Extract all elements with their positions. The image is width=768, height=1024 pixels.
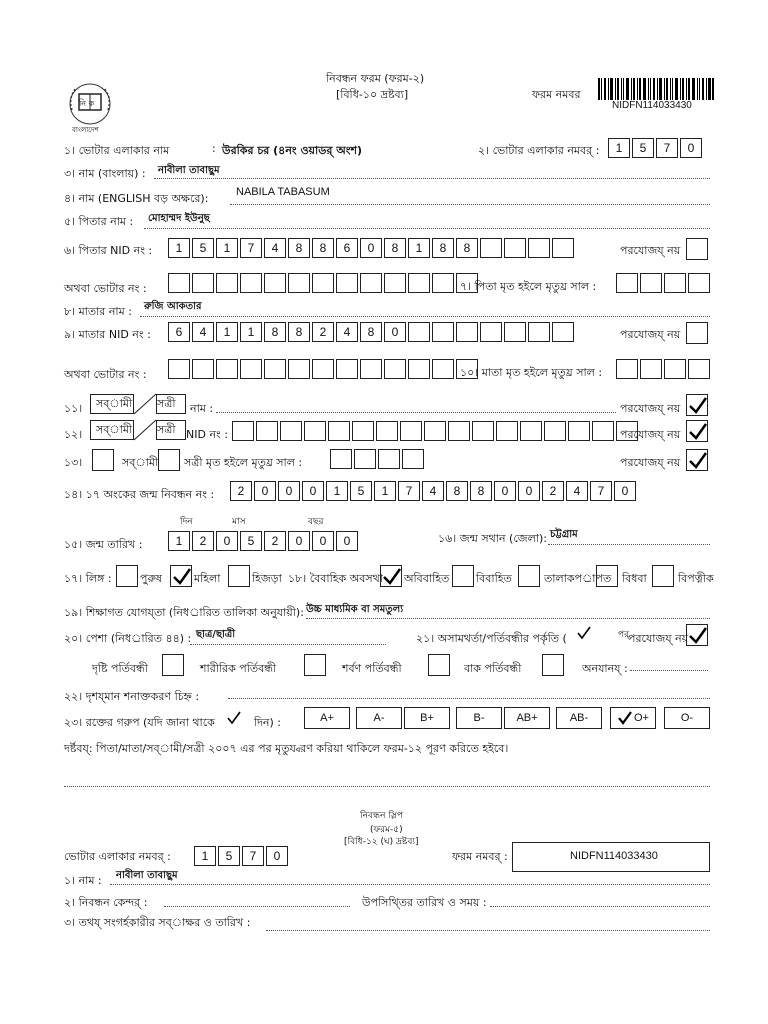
identification-mark-line [228,698,710,699]
marital-unmarried-label: অবিবাহিত [404,572,450,585]
digit-box[interactable]: 0 [302,481,324,501]
spouse-husband-label: সব্ামী [96,397,133,410]
marital-widow-checkbox[interactable] [596,565,618,587]
digit-box[interactable] [376,421,398,441]
digit-box[interactable] [528,322,550,342]
digit-box[interactable]: 8 [264,322,286,342]
digit-box[interactable]: 1 [216,322,238,342]
slip-area-label: ভোটার এলাকার নমবর্ : [64,850,171,863]
note-line [64,786,710,787]
checkmark-icon [688,396,708,416]
father-voter-no-label: অথবা ভোটার নং : [64,282,147,295]
digit-box[interactable]: 0 [614,481,636,501]
slip-form: (ফরম-৫) [370,825,403,835]
marital-married-checkbox[interactable] [452,565,474,587]
digit-box[interactable]: 0 [336,531,358,551]
checkmark-icon [382,567,402,587]
digit-box[interactable]: 2 [264,531,286,551]
blood-group-option[interactable] [356,707,402,729]
blood-group-label: A+ [320,712,334,724]
disability-na-label: পরযোজয্ নয় [628,632,689,645]
digit-box[interactable] [544,421,566,441]
digit-box[interactable]: 1 [168,531,190,551]
gender-hijra-label: হিজড়া [252,572,282,585]
disability-na-checkbox[interactable] [686,624,708,646]
digit-box[interactable] [216,359,238,379]
barcode-text: NIDFN114033430 [612,100,692,111]
barcode [598,78,714,100]
name-bangla-line [154,178,710,179]
digit-box[interactable]: 1 [194,846,216,866]
checkmark-icon [576,626,592,640]
gender-hijra-checkbox[interactable] [228,565,250,587]
digit-box[interactable]: 8 [312,238,334,258]
spouse-death-year-label: সত্রী মৃত হইলে মৃতুয্র সাল : [184,456,303,469]
digit-box[interactable] [336,273,358,293]
digit-box[interactable]: 5 [240,531,262,551]
slip-form-no-value: NIDFN114033430 [570,850,658,862]
digit-box[interactable] [336,359,358,379]
digit-box[interactable]: 5 [350,481,372,501]
disability-speech-label: বাক পর্তিবন্ধী [464,662,522,675]
birth-reg-boxes[interactable] [230,481,638,501]
digit-box[interactable] [552,322,574,342]
mother-name-label: ৮। মাতার নাম : [64,305,132,318]
spouse-nid-wife-label: সত্রী [157,423,176,436]
digit-box[interactable] [216,273,238,293]
marital-divorced-label: তালাকপর্াপত [544,572,612,585]
spouse-death-na-label: পরযোজয্ নয় [620,456,681,469]
digit-box[interactable]: 6 [336,238,358,258]
digit-box[interactable] [456,322,478,342]
digit-box[interactable] [288,359,310,379]
digit-box[interactable] [256,421,278,441]
spouse-name-na-label: পরযোজয্ নয় [620,402,681,415]
digit-box[interactable]: 0 [254,481,276,501]
digit-box[interactable] [312,273,334,293]
digit-box[interactable] [328,421,350,441]
digit-box[interactable] [360,273,382,293]
digit-box[interactable] [432,322,454,342]
blood-group-label: O+ [634,712,649,724]
digit-box[interactable]: 8 [360,322,382,342]
digit-box[interactable]: 1 [168,238,190,258]
digit-box[interactable]: 1 [326,481,348,501]
dob-day-label: দিন [180,517,193,527]
digit-box[interactable] [432,359,454,379]
digit-box[interactable] [384,273,406,293]
mother-death-year-boxes[interactable] [616,359,712,379]
voter-area-number-boxes[interactable] [608,138,704,158]
digit-box[interactable] [520,421,542,441]
slip-attend-line [490,906,710,907]
digit-box[interactable] [408,322,430,342]
name-bangla-value[interactable]: নাবীলা তাবাছুম [158,165,220,176]
slip-center-label: ২। নিবন্ধন কেন্দর্ : [64,896,148,909]
checkmark-icon [172,567,192,587]
digit-box[interactable] [378,449,400,469]
occupation-value[interactable]: ছাত্র/ছাত্রী [196,629,236,640]
digit-box[interactable]: 7 [656,138,678,158]
digit-box[interactable]: 4 [566,481,588,501]
blood-group-option[interactable] [556,707,602,729]
slip-sign-label: ৩। তথয্ সংগর্হকারীর সব্াক্ষর ও তারিখ : [64,916,251,929]
digit-box[interactable]: 8 [432,238,454,258]
digit-box[interactable] [264,273,286,293]
digit-box[interactable] [400,421,422,441]
digit-box[interactable] [330,449,352,469]
digit-box[interactable] [688,359,710,379]
disability-hearing-checkbox[interactable] [428,654,450,676]
gender-male-checkbox[interactable] [116,565,138,587]
gender-label: ১৭। লিঙ্গ : [64,572,112,585]
disability-label: ২১। অসামথর্তা/পর্তিবন্ধীর পর্কৃতি ( [416,632,567,645]
slip-area-boxes[interactable] [194,846,290,866]
marital-married-label: বিবাহিত [476,572,512,585]
digit-box[interactable] [424,421,446,441]
disability-speech-checkbox[interactable] [542,654,564,676]
spouse-name-label: নাম : [190,402,214,415]
digit-box[interactable]: 5 [632,138,654,158]
digit-box[interactable] [264,359,286,379]
digit-box[interactable]: 0 [518,481,540,501]
mother-nid-label: ৯। মাতার NID নং : [64,328,151,341]
slip-rule: [বিধি-১২ (ঘ) দ্রষ্টব্য] [344,837,419,847]
disability-visual-checkbox[interactable] [162,654,184,676]
checkmark-icon [617,710,633,726]
digit-box[interactable] [616,359,638,379]
spouse-death-wife-box[interactable] [158,449,180,471]
digit-box[interactable]: 2 [312,322,334,342]
father-nid-na-checkbox[interactable] [686,238,708,260]
digit-box[interactable]: 7 [398,481,420,501]
digit-box[interactable]: 1 [240,322,262,342]
spouse-wife-label: সত্রী [157,397,176,410]
digit-box[interactable]: 2 [230,481,252,501]
father-name-value[interactable]: মোহাম্মদ ইউনুছ [148,213,210,224]
blood-group-label-2: দিন) : [254,716,281,729]
checkmark-icon [688,451,708,471]
digit-box[interactable] [354,449,376,469]
gender-male-label: পুরুষ [140,572,162,585]
digit-box[interactable]: 8 [384,238,406,258]
digit-box[interactable]: 8 [456,238,478,258]
instruction-note: দর্ষ্টবয্: পিতা/মাতা/সব্ামী/সত্রী ২০০৭ এর পর মৃতুয্বরণ করিয়া থাকিলে ফরম-১২ পূরণ করিতে হইবে। [64,742,509,755]
blood-group-label: B- [473,712,485,724]
spouse-name-num: ১১। [64,402,83,415]
disability-hearing-label: শর্বণ পর্তিবন্ধী [342,662,402,675]
digit-box[interactable]: 4 [192,322,214,342]
dob-month-label: মাস [232,517,246,527]
digit-box[interactable] [384,359,406,379]
digit-box[interactable] [432,273,454,293]
spouse-nid-na-checkbox[interactable] [686,420,708,442]
occupation-line [190,644,386,645]
blood-group-option[interactable] [404,707,450,729]
birthplace-label: ১৬। জন্ম সথান (জেলা): [438,532,548,545]
form-subtitle: [বিধি-১০ দ্রষ্টব্য] [336,88,409,101]
spouse-name-line [216,412,616,413]
mother-name-value[interactable]: রুজি আকতার [144,301,202,312]
digit-box[interactable]: 0 [278,481,300,501]
digit-box[interactable]: 0 [312,531,334,551]
digit-box[interactable]: 8 [288,322,310,342]
blood-group-option[interactable] [610,707,656,729]
digit-box[interactable]: 8 [446,481,468,501]
digit-box[interactable] [402,449,424,469]
spouse-death-year-boxes[interactable] [330,449,426,469]
voter-area-name-sep: : [212,142,216,155]
blood-group-label: O- [680,712,694,724]
digit-box[interactable] [408,359,430,379]
occupation-label: ২০। পেশা (নিধর্ারিত ৪৪) : [64,632,192,645]
name-english-line [230,204,710,205]
blood-group-label: ২৩। রক্তের গরুপ (যদি জানা থাকে [64,716,215,729]
disability-visual-label: দৃষ্টি পর্তিবন্ধী [92,662,148,675]
marital-unmarried-checkbox[interactable] [380,565,402,587]
digit-box[interactable] [240,359,262,379]
digit-box[interactable]: 0 [384,322,406,342]
mother-nid-boxes[interactable] [168,322,576,342]
blood-group-option[interactable] [504,707,550,729]
marital-label: ১৮। বৈবাহিক অবসথা [288,572,383,585]
form-title: নিবন্ধন ফরম (ফরম-২) [326,72,425,85]
digit-box[interactable] [232,421,254,441]
digit-box[interactable]: 7 [240,238,262,258]
birth-reg-label: ১৪। ১৭ অংকের জন্ম নিবন্ধন নং : [64,488,215,501]
disability-partial: পর্ [618,630,630,640]
blood-group-option[interactable] [456,707,502,729]
blood-group-label: AB- [569,712,589,724]
spouse-death-na-checkbox[interactable] [686,449,708,471]
digit-box[interactable]: 0 [494,481,516,501]
logo-caption: বাংলাদেশ [72,126,99,134]
father-death-year-label: ৭। পিতা মৃত হইলে মৃতুয্র সাল : [460,280,597,293]
father-name-line [144,228,710,229]
slip-attend-label: উপসিথ্তির তারিখ ও সময় : [362,896,487,909]
digit-box[interactable] [504,322,526,342]
digit-box[interactable] [448,421,470,441]
digit-box[interactable]: 5 [218,846,240,866]
slip-sign-line [266,930,710,931]
digit-box[interactable] [480,238,502,258]
digit-box[interactable] [664,359,686,379]
mother-nid-na-checkbox[interactable] [686,322,708,344]
father-nid-boxes[interactable] [168,238,576,258]
digit-box[interactable]: 4 [422,481,444,501]
digit-box[interactable] [168,359,190,379]
digit-box[interactable] [616,273,638,293]
voter-area-name-value[interactable]: উরকির চর (৪নং ওয়াডর্ অংশ) [222,144,362,157]
digit-box[interactable]: 0 [360,238,382,258]
father-death-year-boxes[interactable] [616,273,712,293]
voter-area-number-label: ২। ভোটার এলাকার নমবর্ : [478,144,600,157]
slip-center-line [164,906,350,907]
checkmark-icon [688,626,708,646]
slip-form-no-label: ফরম নমবর্ : [452,850,508,863]
digit-box[interactable] [528,238,550,258]
gender-female-checkbox[interactable] [170,565,192,587]
digit-box[interactable]: 2 [542,481,564,501]
digit-box[interactable]: 1 [608,138,630,158]
name-english-value[interactable]: NABILA TABASUM [236,186,330,198]
gender-female-label: মহিলা [194,572,221,585]
digit-box[interactable] [552,238,574,258]
dob-boxes[interactable] [168,531,360,551]
slash-divider [132,392,158,416]
digit-box[interactable] [288,273,310,293]
digit-box[interactable] [304,421,326,441]
digit-box[interactable] [640,359,662,379]
spouse-nid-num: ১২। [64,428,83,441]
slip-title: নিবন্ধন স্লিপ [360,811,403,821]
spouse-nid-label: NID নং : [186,428,228,441]
logo-text: নি ক [79,99,95,108]
blood-group-label: A- [373,712,385,724]
digit-box[interactable] [168,273,190,293]
digit-box[interactable] [192,273,214,293]
slip-name-label: ১। নাম : [64,874,102,887]
marital-widower-label: বিপত্নীক [678,572,714,585]
marital-divorced-checkbox[interactable] [518,565,540,587]
digit-box[interactable]: 1 [408,238,430,258]
slip-name-line [110,884,710,885]
education-label: ১৯। শিক্ষাগত যোগয্তা (নিধর্ারিত তালিকা অনুযায়ী): [64,606,304,619]
disability-other-label: অনযানয্ : [582,662,628,675]
mother-name-line [140,316,710,317]
digit-box[interactable] [480,322,502,342]
slip-name-value[interactable]: নাবীলা তাবাছুম [116,870,178,881]
father-nid-na-label: পরযোজয্ নয় [620,244,681,257]
digit-box[interactable]: 0 [216,531,238,551]
digit-box[interactable] [592,421,614,441]
birthplace-value[interactable]: চট্টগ্রাম [550,529,578,540]
mother-death-year-label: ১০। মাতা মৃত হইলে মৃতুয্র সাল : [460,366,603,379]
father-nid-label: ৬। পিতার NID নং : [64,244,153,257]
spouse-name-na-checkbox[interactable] [686,394,708,416]
marital-widower-checkbox[interactable] [652,565,674,587]
voter-area-name-label: ১। ভোটার এলাকার নাম [64,144,170,157]
digit-box[interactable] [688,273,710,293]
digit-box[interactable] [312,359,334,379]
spouse-nid-boxes[interactable] [232,421,640,441]
disability-other-line [630,670,708,671]
mother-voter-no-boxes[interactable] [168,359,480,379]
digit-box[interactable]: 6 [168,322,190,342]
education-value[interactable]: উচ্চ মাধ্যমিক বা সমতুল্য [306,604,404,615]
spouse-death-husband-box[interactable] [92,449,114,471]
digit-box[interactable]: 1 [374,481,396,501]
digit-box[interactable]: 4 [336,322,358,342]
digit-box[interactable] [240,273,262,293]
digit-box[interactable] [504,238,526,258]
digit-box[interactable] [280,421,302,441]
disability-physical-checkbox[interactable] [304,654,326,676]
digit-box[interactable]: 5 [192,238,214,258]
digit-box[interactable] [472,421,494,441]
father-name-label: ৫। পিতার নাম : [64,215,134,228]
name-bangla-label: ৩। নাম (বাংলায়) : [64,167,146,180]
blood-group-option[interactable] [664,707,710,729]
spouse-nid-husband-label: সব্ামী [96,423,133,436]
digit-box[interactable]: 8 [288,238,310,258]
dob-year-label: বছর [308,517,324,527]
digit-box[interactable] [360,359,382,379]
digit-box[interactable] [496,421,518,441]
spouse-death-husband-label: সব্ামী [122,456,159,469]
digit-box[interactable] [664,273,686,293]
form-number-label: ফরম নমবর [532,88,581,101]
digit-box[interactable] [640,273,662,293]
checkmark-icon [226,711,242,725]
digit-box[interactable]: 2 [192,531,214,551]
marital-widow-label: বিধবা [622,572,647,585]
disability-physical-label: শারীরিক পর্তিবন্ধী [200,662,277,675]
digit-box[interactable] [408,273,430,293]
digit-box[interactable]: 7 [242,846,264,866]
digit-box[interactable]: 0 [288,531,310,551]
digit-box[interactable]: 0 [266,846,288,866]
dob-label: ১৫। জন্ম তারিখ : [64,538,143,551]
digit-box[interactable] [568,421,590,441]
blood-group-label: AB+ [516,712,538,724]
digit-box[interactable]: 4 [264,238,286,258]
mother-voter-no-label: অথবা ভোটার নং : [64,368,147,381]
spouse-nid-na-label: পরযোজয্ নয় [620,428,681,441]
name-english-label: ৪। নাম (ENGLISH বড় অক্ষরে): [64,192,209,205]
education-line [306,618,710,619]
mother-nid-na-label: পরযোজয্ নয় [620,328,681,341]
spouse-death-num: ১৩। [64,456,83,469]
digit-box[interactable]: 7 [590,481,612,501]
blood-group-label: B+ [420,712,434,724]
slash-divider [132,418,158,442]
blood-group-option[interactable] [304,707,350,729]
digit-box[interactable] [352,421,374,441]
checkmark-icon [688,422,708,442]
birthplace-line [548,544,710,545]
digit-box[interactable] [192,359,214,379]
digit-box[interactable]: 8 [470,481,492,501]
father-voter-no-boxes[interactable] [168,273,480,293]
identification-mark-label: ২২। দৃশয্মান শনাক্তকরণ চিহ্ন : [64,690,200,703]
digit-box[interactable]: 1 [216,238,238,258]
digit-box[interactable]: 0 [680,138,702,158]
